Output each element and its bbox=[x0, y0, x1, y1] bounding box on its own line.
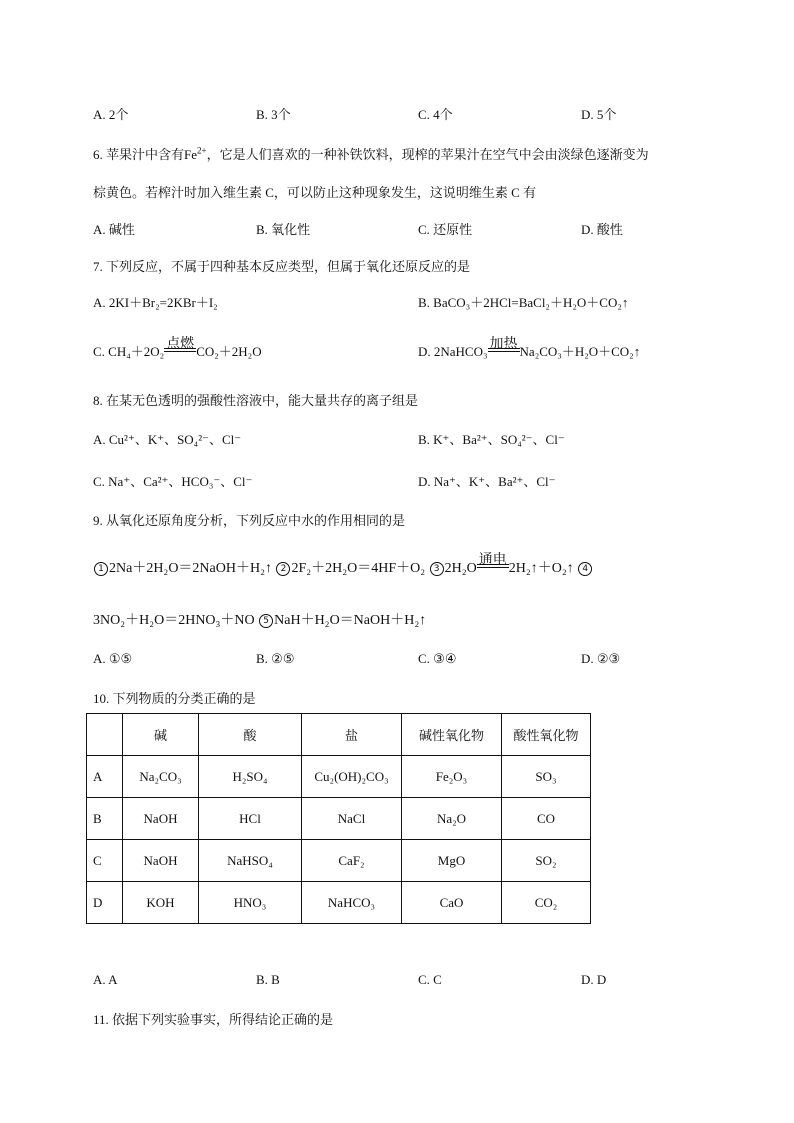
table-cell: CO₂ bbox=[502, 882, 591, 924]
table-cell: B bbox=[87, 798, 123, 840]
q7-d-condition: 加热 bbox=[489, 336, 518, 352]
q5-option-b: B. 3个 bbox=[256, 107, 291, 122]
table-row bbox=[87, 756, 591, 798]
q9-option-a: A. ①⑤ bbox=[93, 651, 133, 666]
table-cell: MgO bbox=[402, 840, 502, 882]
table-cell: Na₂O bbox=[402, 798, 502, 840]
q11-stem: 11. 依据下列实验事实，所得结论正确的是 bbox=[93, 1012, 334, 1027]
q9-reaction-3-reactants: 2H₂O bbox=[444, 561, 477, 576]
q9-reaction-3-products: 2H₂↑＋O₂↑ bbox=[508, 561, 574, 576]
q7-stem: 7. 下列反应，不属于四种基本反应类型，但属于氧化还原反应的是 bbox=[93, 259, 471, 274]
q8-stem: 8. 在某无色透明的强酸性溶液中，能大量共存的离子组是 bbox=[93, 393, 419, 408]
q8-option-b: B. K⁺、Ba²⁺、SO₄²⁻、Cl⁻ bbox=[418, 432, 565, 447]
table-cell: HNO₃ bbox=[199, 882, 302, 924]
table-cell: C bbox=[87, 840, 123, 882]
table-cell: CaO bbox=[402, 882, 502, 924]
table-header-row bbox=[87, 714, 591, 756]
q8-option-a: A. Cu²⁺、K⁺、SO₄²⁻、Cl⁻ bbox=[93, 432, 242, 447]
q9-stem: 9. 从氧化还原角度分析，下列反应中水的作用相同的是 bbox=[93, 513, 406, 528]
q9-reaction-3-condition: 通电 bbox=[478, 552, 507, 568]
table-cell: CaF₂ bbox=[302, 840, 402, 882]
q7-c-arrow bbox=[164, 336, 196, 356]
q10-option-d: D. D bbox=[581, 972, 607, 987]
table-cell: KOH bbox=[123, 882, 199, 924]
q8-option-d: D. Na⁺、K⁺、Ba²⁺、Cl⁻ bbox=[418, 474, 556, 489]
q9-option-b: B. ②⑤ bbox=[256, 651, 295, 666]
q6-stem-line1 bbox=[93, 144, 649, 163]
circled-number-3: 3 bbox=[430, 562, 444, 576]
table-header-cell: 酸性氧化物 bbox=[502, 714, 591, 756]
table-cell: Na₂CO₃ bbox=[123, 756, 199, 798]
q10-option-b: B. B bbox=[256, 972, 280, 987]
q7-option-c bbox=[93, 336, 262, 360]
q5-option-d: D. 5个 bbox=[581, 107, 617, 122]
q10-stem: 10. 下列物质的分类正确的是 bbox=[93, 691, 256, 706]
q7-c-products: CO₂＋2H₂O bbox=[196, 344, 262, 359]
q9-reaction-4: 3NO₂＋H₂O＝2HNO₃＋NO bbox=[93, 613, 255, 628]
table-cell: NaOH bbox=[123, 798, 199, 840]
q6-option-d: D. 酸性 bbox=[581, 222, 623, 237]
table-header-cell: 酸 bbox=[199, 714, 302, 756]
q6-stem-pre: 6. 苹果汁中含有Fe bbox=[93, 147, 198, 162]
table-cell: A bbox=[87, 756, 123, 798]
table-cell: CO bbox=[502, 798, 591, 840]
q7-d-reactants: D. 2NaHCO₃ bbox=[418, 344, 488, 359]
circled-number-1: 1 bbox=[94, 562, 108, 576]
q6-ion-charge: 2+ bbox=[197, 145, 207, 156]
q9-reactions-line2 bbox=[93, 609, 426, 629]
circled-number-5: 5 bbox=[259, 614, 273, 628]
table-cell: HCl bbox=[199, 798, 302, 840]
q5-option-a: A. 2个 bbox=[93, 107, 129, 122]
q9-option-c: C. ③④ bbox=[418, 651, 457, 666]
table-cell: H₂SO₄ bbox=[199, 756, 302, 798]
q10-option-a: A. A bbox=[93, 972, 118, 987]
q9-reaction-2: 2F₂＋2H₂O＝4HF＋O₂ bbox=[291, 561, 426, 576]
q9-reaction-1: 2Na＋2H₂O＝2NaOH＋H₂↑ bbox=[109, 561, 272, 576]
table-cell: NaCl bbox=[302, 798, 402, 840]
table-cell: Cu₂(OH)₂CO₃ bbox=[302, 756, 402, 798]
q5-option-c: C. 4个 bbox=[418, 107, 453, 122]
table-header-cell: 碱 bbox=[123, 714, 199, 756]
q7-d-products: Na₂CO₃＋H₂O＋CO₂↑ bbox=[519, 344, 641, 359]
table-row bbox=[87, 840, 591, 882]
q10-option-c: C. C bbox=[418, 972, 442, 987]
table-header-cell: 盐 bbox=[302, 714, 402, 756]
table-cell: NaHCO₃ bbox=[302, 882, 402, 924]
table-cell: SO₃ bbox=[502, 756, 591, 798]
q9-option-d: D. ②③ bbox=[581, 651, 621, 666]
circled-number-2: 2 bbox=[276, 562, 290, 576]
classification-table bbox=[86, 713, 591, 924]
q7-option-b: B. BaCO₃＋2HCl=BaCl₂＋H₂O＋CO₂↑ bbox=[418, 295, 629, 310]
table-row bbox=[87, 798, 591, 840]
q6-stem-post: ，它是人们喜欢的一种补铁饮料，现榨的苹果汁在空气中会由淡绿色逐渐变为 bbox=[206, 147, 649, 162]
q7-c-reactants: C. CH₄＋2O₂ bbox=[93, 344, 165, 359]
table-header-cell: 碱性氧化物 bbox=[402, 714, 502, 756]
table-header-cell bbox=[87, 714, 123, 756]
q9-reaction-3-arrow bbox=[477, 552, 509, 572]
table-cell: SO₂ bbox=[502, 840, 591, 882]
q6-option-a: A. 碱性 bbox=[93, 222, 135, 237]
table-cell: NaHSO₄ bbox=[199, 840, 302, 882]
q8-option-c: C. Na⁺、Ca²⁺、HCO₃⁻、Cl⁻ bbox=[93, 474, 253, 489]
table-cell: Fe₂O₃ bbox=[402, 756, 502, 798]
q6-stem-line2: 棕黄色。若榨汁时加入维生素 C，可以防止这种现象发生，这说明维生素 C 有 bbox=[93, 185, 537, 200]
q9-reaction-5: NaH＋H₂O＝NaOH＋H₂↑ bbox=[274, 613, 427, 628]
table-cell: D bbox=[87, 882, 123, 924]
circled-number-4: 4 bbox=[578, 562, 592, 576]
table-cell: NaOH bbox=[123, 840, 199, 882]
q9-reactions-line1 bbox=[93, 552, 593, 577]
q6-option-c: C. 还原性 bbox=[418, 222, 473, 237]
q7-d-arrow bbox=[488, 336, 520, 356]
table-row bbox=[87, 882, 591, 924]
q7-c-condition: 点燃 bbox=[166, 336, 195, 352]
q7-option-d bbox=[418, 336, 641, 360]
q6-option-b: B. 氧化性 bbox=[256, 222, 311, 237]
q7-option-a: A. 2KI＋Br₂=2KBr＋I₂ bbox=[93, 295, 218, 310]
